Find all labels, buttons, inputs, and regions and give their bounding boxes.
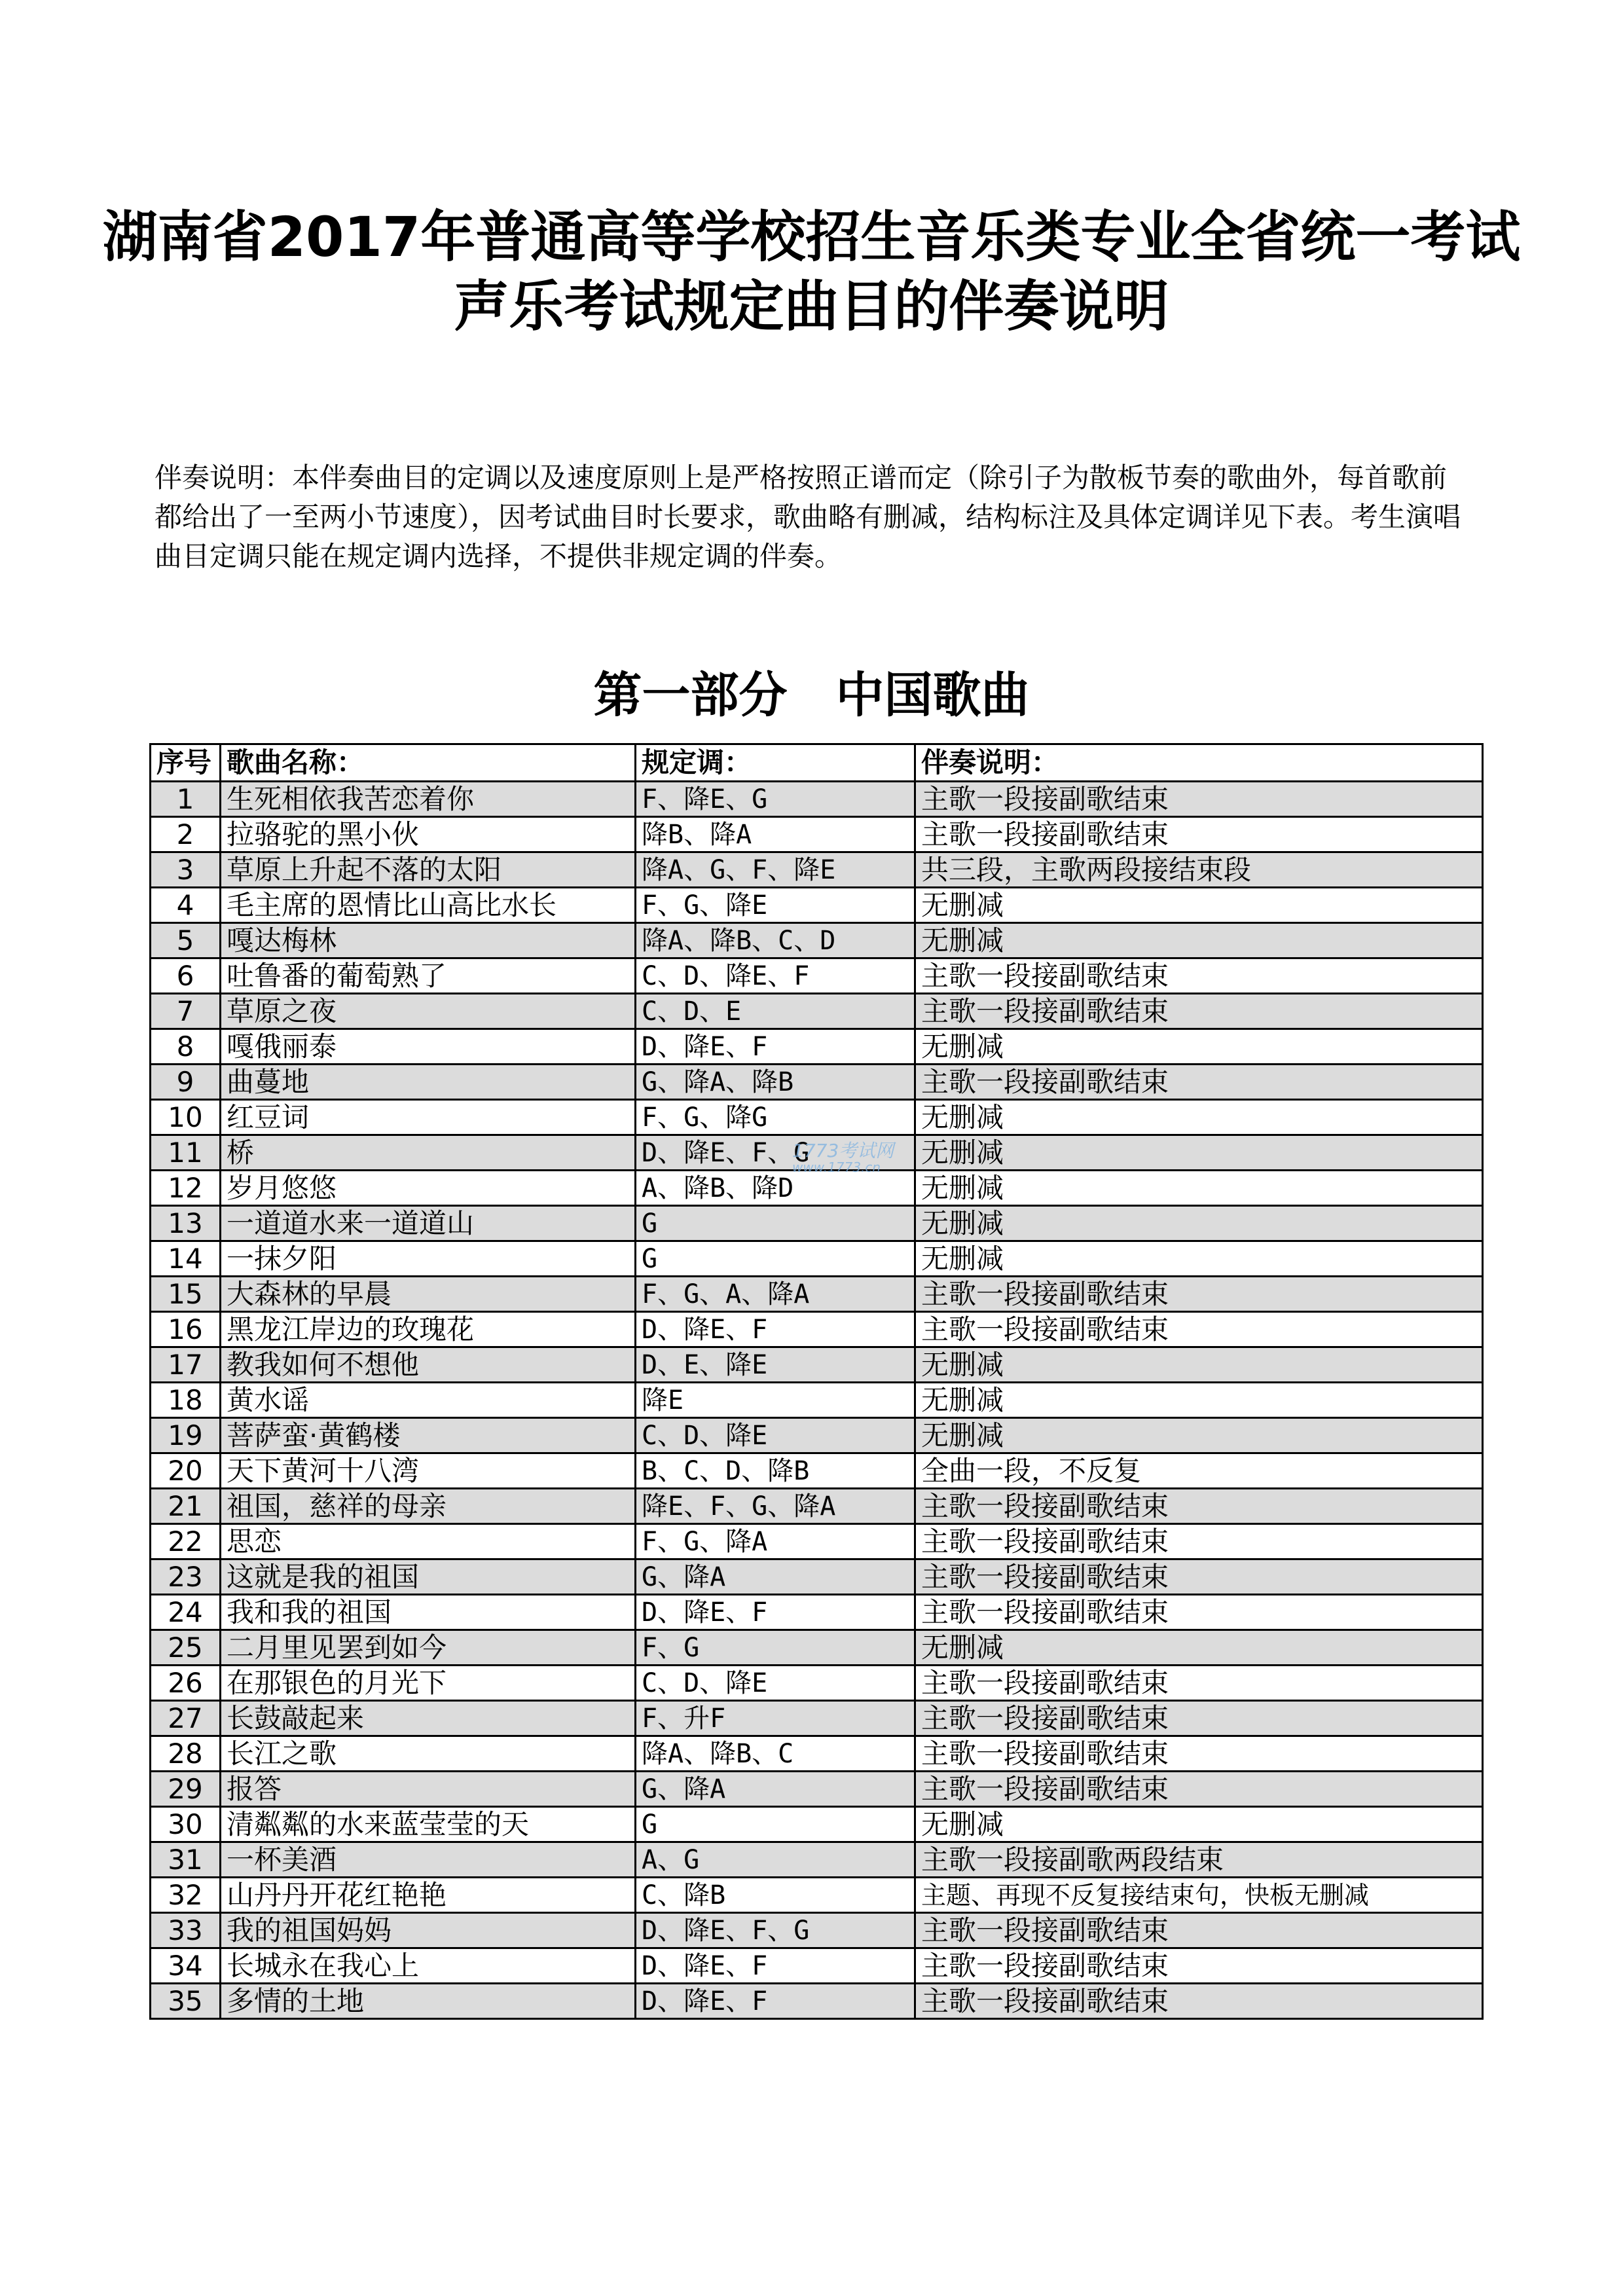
- row-number: 34: [151, 1948, 221, 1984]
- table-row: [151, 1772, 1483, 1807]
- row-accompaniment-note: 无删减: [915, 1135, 1483, 1171]
- row-keys: D、降E、F: [636, 1029, 915, 1065]
- row-accompaniment-note: 主歌一段接副歌结束: [915, 958, 1483, 994]
- row-accompaniment-note: 主歌一段接副歌结束: [915, 994, 1483, 1029]
- page-title-line1: 湖南省2017年普通高等学校招生音乐类专业全省统一考试: [102, 205, 1521, 269]
- row-song-name: 多情的土地: [221, 1984, 636, 2019]
- table-row: [151, 1383, 1483, 1418]
- row-number: 3: [151, 852, 221, 888]
- row-keys: G、降A、降B: [636, 1065, 915, 1100]
- intro-paragraph: 伴奏说明：本伴奏曲目的定调以及速度原则上是严格按照正谱而定（除引子为散板节奏的歌曲外，每首歌前都给出了一至两小节速度），因考试曲目时长要求，歌曲略有删减，结构标注及具体定调详见下表。考生演唱曲目定调只能在规定调内选择，不提供非规定调的伴奏。: [155, 462, 1461, 572]
- row-number: 14: [151, 1241, 221, 1277]
- row-accompaniment-note: 主歌一段接副歌结束: [915, 1948, 1483, 1984]
- table-body: [151, 782, 1483, 2019]
- row-number: 20: [151, 1453, 221, 1489]
- row-song-name: 拉骆驼的黑小伙: [221, 817, 636, 852]
- row-keys: F、G、降A: [636, 1524, 915, 1559]
- header-song-name: 歌曲名称：: [221, 744, 636, 782]
- row-song-name: 长江之歌: [221, 1736, 636, 1772]
- table-row: [151, 1347, 1483, 1383]
- row-keys: B、C、D、降B: [636, 1453, 915, 1489]
- row-keys: D、降E、F: [636, 1984, 915, 2019]
- row-accompaniment-note: 无删减: [915, 1383, 1483, 1418]
- row-song-name: 一道道水来一道道山: [221, 1206, 636, 1241]
- row-song-name: 生死相依我苦恋着你: [221, 782, 636, 817]
- row-song-name: 长鼓敲起来: [221, 1701, 636, 1736]
- row-number: 25: [151, 1630, 221, 1666]
- table-row: [151, 1312, 1483, 1347]
- row-song-name: 桥: [221, 1135, 636, 1171]
- table-row: [151, 1559, 1483, 1595]
- row-song-name: 菩萨蛮·黄鹤楼: [221, 1418, 636, 1453]
- row-keys: F、G、降G: [636, 1100, 915, 1135]
- table-row: [151, 994, 1483, 1029]
- row-keys: C、D、降E: [636, 1666, 915, 1701]
- row-keys: G、降A: [636, 1559, 915, 1595]
- row-accompaniment-note: 主歌一段接副歌结束: [915, 1666, 1483, 1701]
- row-keys: D、降E、F、G: [636, 1135, 915, 1171]
- row-keys: C、D、降E、F: [636, 958, 915, 994]
- row-keys: D、降E、F: [636, 1948, 915, 1984]
- row-accompaniment-note: 主歌一段接副歌结束: [915, 1277, 1483, 1312]
- row-keys: A、降B、降D: [636, 1171, 915, 1206]
- row-keys: F、G: [636, 1630, 915, 1666]
- table-row: [151, 1807, 1483, 1842]
- row-number: 21: [151, 1489, 221, 1524]
- watermark: [792, 1141, 894, 1174]
- row-keys: G、降A: [636, 1772, 915, 1807]
- row-song-name: 吐鲁番的葡萄熟了: [221, 958, 636, 994]
- row-keys: 降A、降B、C、D: [636, 923, 915, 958]
- row-song-name: 报答: [221, 1772, 636, 1807]
- table-row: [151, 1736, 1483, 1772]
- row-song-name: 我的祖国妈妈: [221, 1913, 636, 1948]
- row-accompaniment-note: 主题、再现不反复接结束句，快板无删减: [915, 1878, 1483, 1913]
- row-number: 26: [151, 1666, 221, 1701]
- row-number: 28: [151, 1736, 221, 1772]
- row-keys: F、降E、G: [636, 782, 915, 817]
- row-song-name: 天下黄河十八湾: [221, 1453, 636, 1489]
- table-row: [151, 1100, 1483, 1135]
- row-number: 32: [151, 1878, 221, 1913]
- row-keys: 降B、降A: [636, 817, 915, 852]
- row-song-name: 岁月悠悠: [221, 1171, 636, 1206]
- row-accompaniment-note: 无删减: [915, 923, 1483, 958]
- row-number: 6: [151, 958, 221, 994]
- table-row: [151, 923, 1483, 958]
- row-song-name: 一抹夕阳: [221, 1241, 636, 1277]
- row-accompaniment-note: 共三段，主歌两段接结束段: [915, 852, 1483, 888]
- row-number: 11: [151, 1135, 221, 1171]
- row-accompaniment-note: 无删减: [915, 1171, 1483, 1206]
- row-accompaniment-note: 无删减: [915, 1807, 1483, 1842]
- table-row: [151, 1701, 1483, 1736]
- table-row: [151, 817, 1483, 852]
- row-accompaniment-note: 主歌一段接副歌结束: [915, 817, 1483, 852]
- table-row: [151, 1878, 1483, 1913]
- row-number: 1: [151, 782, 221, 817]
- watermark-line1: 1773考试网: [792, 1140, 894, 1161]
- row-song-name: 草原上升起不落的太阳: [221, 852, 636, 888]
- row-number: 24: [151, 1595, 221, 1630]
- row-number: 9: [151, 1065, 221, 1100]
- song-table: [149, 743, 1484, 2020]
- table-row: [151, 1489, 1483, 1524]
- row-number: 33: [151, 1913, 221, 1948]
- row-number: 10: [151, 1100, 221, 1135]
- row-accompaniment-note: 主歌一段接副歌结束: [915, 782, 1483, 817]
- row-accompaniment-note: 无删减: [915, 1206, 1483, 1241]
- row-keys: D、降E、F: [636, 1595, 915, 1630]
- row-song-name: 大森林的早晨: [221, 1277, 636, 1312]
- row-accompaniment-note: 主歌一段接副歌结束: [915, 1559, 1483, 1595]
- table-row: [151, 1984, 1483, 2019]
- row-accompaniment-note: 主歌一段接副歌结束: [915, 1984, 1483, 2019]
- table-row: [151, 1666, 1483, 1701]
- row-number: 22: [151, 1524, 221, 1559]
- table-row: [151, 1630, 1483, 1666]
- row-song-name: 嘎达梅林: [221, 923, 636, 958]
- row-number: 30: [151, 1807, 221, 1842]
- table-row: [151, 1948, 1483, 1984]
- row-number: 5: [151, 923, 221, 958]
- row-keys: C、D、降E: [636, 1418, 915, 1453]
- table-header-row: [151, 744, 1483, 782]
- row-song-name: 红豆词: [221, 1100, 636, 1135]
- row-song-name: 嘎俄丽泰: [221, 1029, 636, 1065]
- row-song-name: 思恋: [221, 1524, 636, 1559]
- row-song-name: 黑龙江岸边的玫瑰花: [221, 1312, 636, 1347]
- table-row: [151, 1595, 1483, 1630]
- row-song-name: 祖国，慈祥的母亲: [221, 1489, 636, 1524]
- row-number: 4: [151, 888, 221, 923]
- table-row: [151, 1418, 1483, 1453]
- row-accompaniment-note: 主歌一段接副歌结束: [915, 1312, 1483, 1347]
- table-row: [151, 1842, 1483, 1878]
- row-number: 12: [151, 1171, 221, 1206]
- row-number: 16: [151, 1312, 221, 1347]
- row-keys: G: [636, 1241, 915, 1277]
- row-song-name: 教我如何不想他: [221, 1347, 636, 1383]
- row-number: 8: [151, 1029, 221, 1065]
- row-keys: F、G、降E: [636, 888, 915, 923]
- row-song-name: 一杯美酒: [221, 1842, 636, 1878]
- row-song-name: 毛主席的恩情比山高比水长: [221, 888, 636, 923]
- row-keys: G: [636, 1807, 915, 1842]
- row-keys: A、G: [636, 1842, 915, 1878]
- table-row: [151, 1065, 1483, 1100]
- row-song-name: 清粼粼的水来蓝莹莹的天: [221, 1807, 636, 1842]
- row-keys: D、E、降E: [636, 1347, 915, 1383]
- row-keys: F、升F: [636, 1701, 915, 1736]
- row-song-name: 山丹丹开花红艳艳: [221, 1878, 636, 1913]
- row-accompaniment-note: 无删减: [915, 1241, 1483, 1277]
- row-keys: 降A、降B、C: [636, 1736, 915, 1772]
- row-accompaniment-note: 无删减: [915, 888, 1483, 923]
- row-number: 31: [151, 1842, 221, 1878]
- row-accompaniment-note: 主歌一段接副歌两段结束: [915, 1842, 1483, 1878]
- row-accompaniment-note: 主歌一段接副歌结束: [915, 1595, 1483, 1630]
- row-keys: F、G、A、降A: [636, 1277, 915, 1312]
- table-row: [151, 1241, 1483, 1277]
- row-song-name: 曲蔓地: [221, 1065, 636, 1100]
- row-number: 18: [151, 1383, 221, 1418]
- row-accompaniment-note: 无删减: [915, 1347, 1483, 1383]
- row-song-name: 在那银色的月光下: [221, 1666, 636, 1701]
- table-row: [151, 852, 1483, 888]
- page-title-line2: 声乐考试规定曲目的伴奏说明: [454, 274, 1169, 338]
- row-number: 29: [151, 1772, 221, 1807]
- row-song-name: 我和我的祖国: [221, 1595, 636, 1630]
- table-row: [151, 1029, 1483, 1065]
- table-row: [151, 1453, 1483, 1489]
- row-number: 17: [151, 1347, 221, 1383]
- watermark-line2: www.1773.cn: [792, 1159, 881, 1175]
- row-accompaniment-note: 主歌一段接副歌结束: [915, 1913, 1483, 1948]
- row-number: 7: [151, 994, 221, 1029]
- row-song-name: 二月里见罢到如今: [221, 1630, 636, 1666]
- header-keys: 规定调：: [636, 744, 915, 782]
- row-accompaniment-note: 无删减: [915, 1418, 1483, 1453]
- table-row: [151, 958, 1483, 994]
- header-number: 序号: [151, 744, 221, 782]
- row-number: 23: [151, 1559, 221, 1595]
- row-number: 15: [151, 1277, 221, 1312]
- table-row: [151, 1913, 1483, 1948]
- row-number: 27: [151, 1701, 221, 1736]
- row-song-name: 黄水谣: [221, 1383, 636, 1418]
- row-accompaniment-note: 全曲一段，不反复: [915, 1453, 1483, 1489]
- row-number: 19: [151, 1418, 221, 1453]
- table-row: [151, 888, 1483, 923]
- row-song-name: 草原之夜: [221, 994, 636, 1029]
- row-number: 2: [151, 817, 221, 852]
- row-keys: 降E、F、G、降A: [636, 1489, 915, 1524]
- table-row: [151, 782, 1483, 817]
- row-keys: D、降E、F: [636, 1312, 915, 1347]
- row-accompaniment-note: 无删减: [915, 1100, 1483, 1135]
- row-accompaniment-note: 无删减: [915, 1630, 1483, 1666]
- section-title: 第一部分 中国歌曲: [593, 667, 1030, 723]
- row-number: 13: [151, 1206, 221, 1241]
- row-keys: C、D、E: [636, 994, 915, 1029]
- row-accompaniment-note: 主歌一段接副歌结束: [915, 1772, 1483, 1807]
- row-accompaniment-note: 主歌一段接副歌结束: [915, 1489, 1483, 1524]
- row-accompaniment-note: 主歌一段接副歌结束: [915, 1736, 1483, 1772]
- row-accompaniment-note: 主歌一段接副歌结束: [915, 1065, 1483, 1100]
- table-row: [151, 1277, 1483, 1312]
- row-keys: 降A、G、F、降E: [636, 852, 915, 888]
- row-keys: 降E: [636, 1383, 915, 1418]
- row-number: 35: [151, 1984, 221, 2019]
- row-song-name: 长城永在我心上: [221, 1948, 636, 1984]
- table-row: [151, 1171, 1483, 1206]
- row-accompaniment-note: 主歌一段接副歌结束: [915, 1524, 1483, 1559]
- row-keys: G: [636, 1206, 915, 1241]
- row-accompaniment-note: 主歌一段接副歌结束: [915, 1701, 1483, 1736]
- table-row: [151, 1206, 1483, 1241]
- row-keys: D、降E、F、G: [636, 1913, 915, 1948]
- row-accompaniment-note: 无删减: [915, 1029, 1483, 1065]
- header-accompaniment-note: 伴奏说明：: [915, 744, 1483, 782]
- row-keys: C、降B: [636, 1878, 915, 1913]
- table-row: [151, 1524, 1483, 1559]
- row-song-name: 这就是我的祖国: [221, 1559, 636, 1595]
